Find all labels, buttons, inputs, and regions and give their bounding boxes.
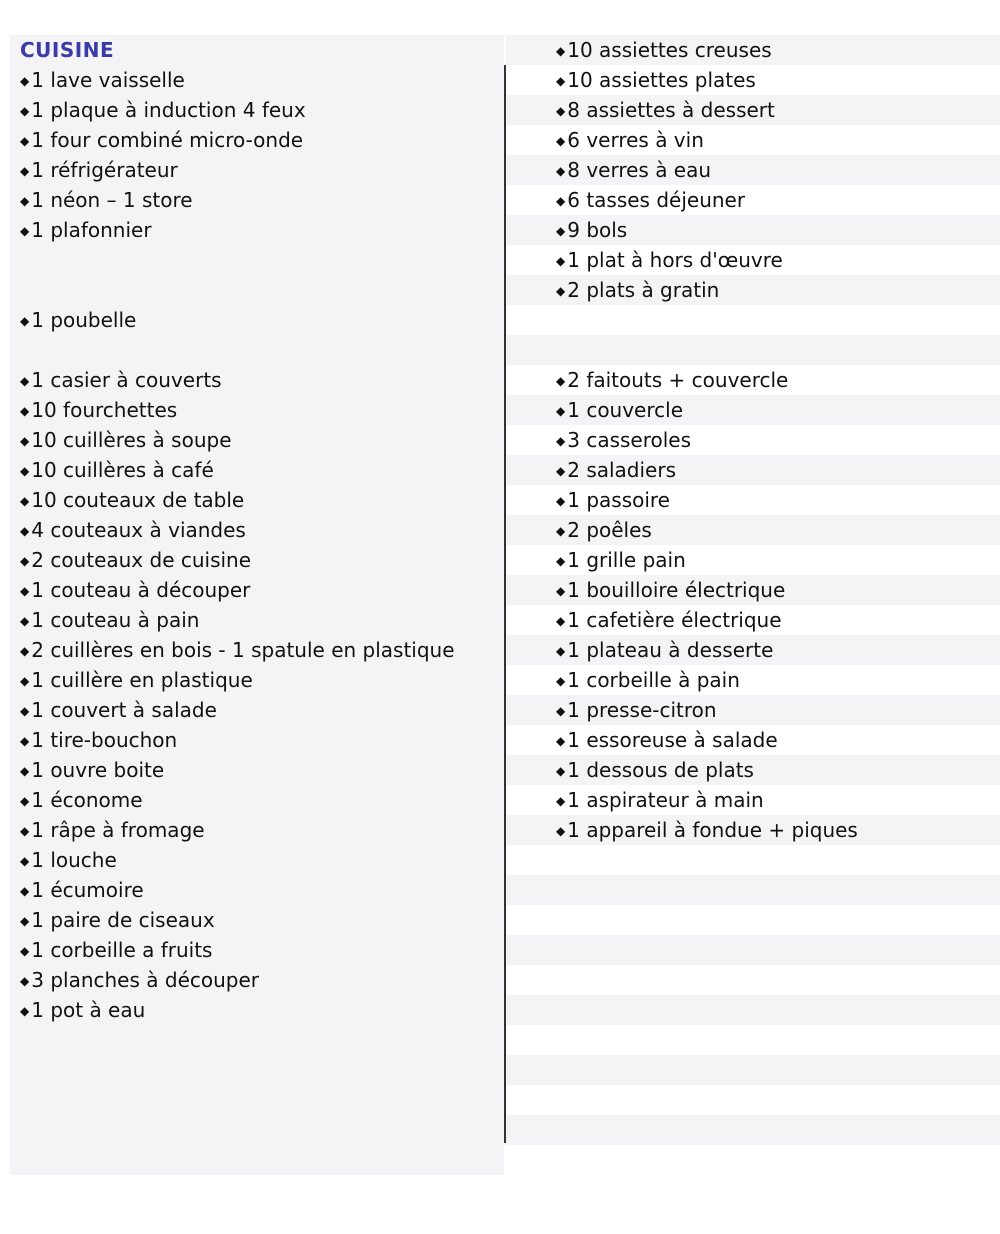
list-item-label: 10 assiettes creuses — [567, 38, 772, 62]
list-item — [506, 215, 1000, 245]
list-item — [506, 185, 1000, 215]
bullet-icon: ◆ — [20, 824, 30, 838]
list-item — [506, 245, 1000, 275]
list-item-label: 2 couteaux de cuisine — [31, 548, 252, 572]
list-item — [506, 455, 1000, 485]
bullet-icon: ◆ — [556, 734, 566, 748]
bullet-icon: ◆ — [556, 44, 566, 58]
bullet-icon: ◆ — [556, 104, 566, 118]
list-item — [506, 905, 1000, 935]
list-item — [10, 455, 504, 485]
list-item-label: 1 poubelle — [31, 308, 137, 332]
list-item — [10, 275, 504, 305]
list-item-label: 10 assiettes plates — [567, 68, 756, 92]
list-item-label: 1 paire de ciseaux — [31, 908, 215, 932]
list-item-label: 1 couteau à découper — [31, 578, 251, 602]
bullet-icon: ◆ — [556, 134, 566, 148]
list-item — [10, 635, 504, 665]
list-item — [506, 695, 1000, 725]
list-item — [10, 335, 504, 365]
list-item-label: 2 saladiers — [567, 458, 677, 482]
list-item-label: 6 verres à vin — [567, 128, 704, 152]
list-item — [506, 65, 1000, 95]
bullet-icon: ◆ — [20, 854, 30, 868]
list-item — [10, 665, 504, 695]
list-item — [10, 185, 504, 215]
list-item — [506, 545, 1000, 575]
list-item — [10, 575, 504, 605]
bullet-icon: ◆ — [20, 584, 30, 598]
list-item — [10, 545, 504, 575]
list-item-label: 1 bouilloire électrique — [567, 578, 786, 602]
list-item-label: 3 planches à découper — [31, 968, 259, 992]
list-item-label: 8 verres à eau — [567, 158, 712, 182]
bullet-icon: ◆ — [20, 1004, 30, 1018]
list-item-label: 1 ouvre boite — [31, 758, 165, 782]
list-item — [10, 935, 504, 965]
bullet-icon: ◆ — [20, 194, 30, 208]
list-item-label: 1 couvert à salade — [31, 698, 217, 722]
list-item-label: 1 aspirateur à main — [567, 788, 764, 812]
list-item — [506, 875, 1000, 905]
list-item — [506, 365, 1000, 395]
list-item — [506, 845, 1000, 875]
list-item-label: 10 fourchettes — [31, 398, 178, 422]
list-item-label: 1 lave vaisselle — [31, 68, 185, 92]
list-item — [506, 95, 1000, 125]
list-item — [10, 605, 504, 635]
bullet-icon: ◆ — [556, 284, 566, 298]
list-item — [10, 155, 504, 185]
bullet-icon: ◆ — [20, 914, 30, 928]
bullet-icon: ◆ — [556, 704, 566, 718]
list-item — [506, 395, 1000, 425]
bullet-icon: ◆ — [556, 524, 566, 538]
list-item — [506, 1085, 1000, 1115]
list-item-label: 1 cafetière électrique — [567, 608, 782, 632]
list-item-label: 1 cuillère en plastique — [31, 668, 253, 692]
list-item — [506, 335, 1000, 365]
list-item-label: 2 cuillères en bois - 1 spatule en plastique — [31, 638, 455, 662]
list-item — [10, 95, 504, 125]
bullet-icon: ◆ — [20, 794, 30, 808]
bullet-icon: ◆ — [556, 404, 566, 418]
list-item — [506, 155, 1000, 185]
bullet-icon: ◆ — [556, 824, 566, 838]
list-item-label: 1 corbeille à pain — [567, 668, 740, 692]
bullet-icon: ◆ — [20, 134, 30, 148]
bullet-icon: ◆ — [20, 614, 30, 628]
list-item — [506, 815, 1000, 845]
bullet-icon: ◆ — [20, 224, 30, 238]
bullet-icon: ◆ — [556, 74, 566, 88]
list-item-label: 1 plat à hors d'œuvre — [567, 248, 783, 272]
list-item — [10, 875, 504, 905]
list-item — [10, 425, 504, 455]
list-item — [506, 515, 1000, 545]
bullet-icon: ◆ — [556, 434, 566, 448]
list-item — [506, 425, 1000, 455]
list-item-label: 1 couvercle — [567, 398, 684, 422]
list-item-label: 10 cuillères à soupe — [31, 428, 232, 452]
list-item — [10, 485, 504, 515]
list-item — [10, 515, 504, 545]
bullet-icon: ◆ — [20, 104, 30, 118]
list-item — [10, 785, 504, 815]
list-item-label: 1 corbeille a fruits — [31, 938, 213, 962]
list-item — [506, 1055, 1000, 1085]
list-item-label: 1 louche — [31, 848, 117, 872]
list-item-label: 8 assiettes à dessert — [567, 98, 775, 122]
list-item-label: 3 casseroles — [567, 428, 692, 452]
list-item — [506, 35, 1000, 65]
list-item — [506, 1115, 1000, 1145]
list-item-label: 2 plats à gratin — [567, 278, 720, 302]
list-item — [506, 965, 1000, 995]
list-item-label: 4 couteaux à viandes — [31, 518, 246, 542]
bullet-icon: ◆ — [556, 224, 566, 238]
list-item-label: 1 four combiné micro-onde — [31, 128, 304, 152]
bullet-icon: ◆ — [556, 614, 566, 628]
bullet-icon: ◆ — [20, 674, 30, 688]
bullet-icon: ◆ — [556, 164, 566, 178]
list-item-label: 1 râpe à fromage — [31, 818, 205, 842]
section-title: CUISINE — [20, 38, 115, 62]
list-item-label: 1 plafonnier — [31, 218, 152, 242]
bullet-icon: ◆ — [556, 584, 566, 598]
list-item-label: 1 presse-citron — [567, 698, 717, 722]
bullet-icon: ◆ — [20, 944, 30, 958]
list-item — [506, 665, 1000, 695]
list-item — [506, 755, 1000, 785]
list-item — [506, 1025, 1000, 1055]
bullet-icon: ◆ — [20, 554, 30, 568]
list-item-label: 10 cuillères à café — [31, 458, 214, 482]
bullet-icon: ◆ — [556, 554, 566, 568]
list-item — [506, 635, 1000, 665]
list-item-label: 1 économe — [31, 788, 143, 812]
bullet-icon: ◆ — [556, 464, 566, 478]
bullet-icon: ◆ — [20, 404, 30, 418]
list-item — [506, 575, 1000, 605]
list-item — [10, 845, 504, 875]
list-item — [506, 275, 1000, 305]
bullet-icon: ◆ — [556, 674, 566, 688]
list-item-label: 1 dessous de plats — [567, 758, 754, 782]
list-item — [10, 995, 504, 1025]
bullet-icon: ◆ — [556, 644, 566, 658]
list-item-label: 1 réfrigérateur — [31, 158, 178, 182]
bullet-icon: ◆ — [20, 884, 30, 898]
list-item — [10, 65, 504, 95]
list-item-label: 1 pot à eau — [31, 998, 146, 1022]
list-item — [10, 815, 504, 845]
list-item — [506, 995, 1000, 1025]
list-item — [10, 125, 504, 155]
list-item-label: 1 plateau à desserte — [567, 638, 774, 662]
bullet-icon: ◆ — [556, 374, 566, 388]
bullet-icon: ◆ — [20, 464, 30, 478]
list-item-label: 1 écumoire — [31, 878, 144, 902]
bullet-icon: ◆ — [20, 74, 30, 88]
list-item-label: 9 bols — [567, 218, 628, 242]
bullet-icon: ◆ — [20, 524, 30, 538]
list-item-label: 2 faitouts + couvercle — [567, 368, 789, 392]
bullet-icon: ◆ — [556, 764, 566, 778]
list-item-label: 6 tasses déjeuner — [567, 188, 746, 212]
list-item-label: 1 appareil à fondue + piques — [567, 818, 858, 842]
list-item — [506, 125, 1000, 155]
bullet-icon: ◆ — [20, 974, 30, 988]
bullet-icon: ◆ — [20, 164, 30, 178]
list-item-label: 1 tire-bouchon — [31, 728, 178, 752]
list-item-label: 1 plaque à induction 4 feux — [31, 98, 306, 122]
list-item — [10, 725, 504, 755]
left-column — [10, 35, 504, 1175]
list-item-label: 1 essoreuse à salade — [567, 728, 778, 752]
bullet-icon: ◆ — [20, 704, 30, 718]
bullet-icon: ◆ — [556, 254, 566, 268]
list-item-label: 1 couteau à pain — [31, 608, 200, 632]
list-item — [506, 935, 1000, 965]
bullet-icon: ◆ — [20, 314, 30, 328]
list-item — [10, 755, 504, 785]
list-item — [506, 785, 1000, 815]
list-item — [10, 695, 504, 725]
bullet-icon: ◆ — [20, 734, 30, 748]
list-item — [10, 215, 504, 245]
list-item-label: 1 néon – 1 store — [31, 188, 193, 212]
list-item — [10, 965, 504, 995]
bullet-icon: ◆ — [20, 494, 30, 508]
list-item-label: 2 poêles — [567, 518, 652, 542]
right-column — [506, 35, 1000, 1145]
list-item-label: 1 casier à couverts — [31, 368, 222, 392]
list-item-label: 1 passoire — [567, 488, 670, 512]
list-item — [10, 245, 504, 275]
bullet-icon: ◆ — [20, 644, 30, 658]
list-item — [10, 305, 504, 335]
list-item — [10, 365, 504, 395]
list-item — [10, 905, 504, 935]
list-item — [10, 395, 504, 425]
bullet-icon: ◆ — [20, 374, 30, 388]
list-item — [506, 305, 1000, 335]
list-item — [506, 485, 1000, 515]
list-item — [506, 725, 1000, 755]
bullet-icon: ◆ — [556, 794, 566, 808]
list-item — [506, 605, 1000, 635]
bullet-icon: ◆ — [20, 764, 30, 778]
list-item-label: 10 couteaux de table — [31, 488, 245, 512]
bullet-icon: ◆ — [556, 194, 566, 208]
list-item-label: 1 grille pain — [567, 548, 686, 572]
bullet-icon: ◆ — [556, 494, 566, 508]
bullet-icon: ◆ — [20, 434, 30, 448]
